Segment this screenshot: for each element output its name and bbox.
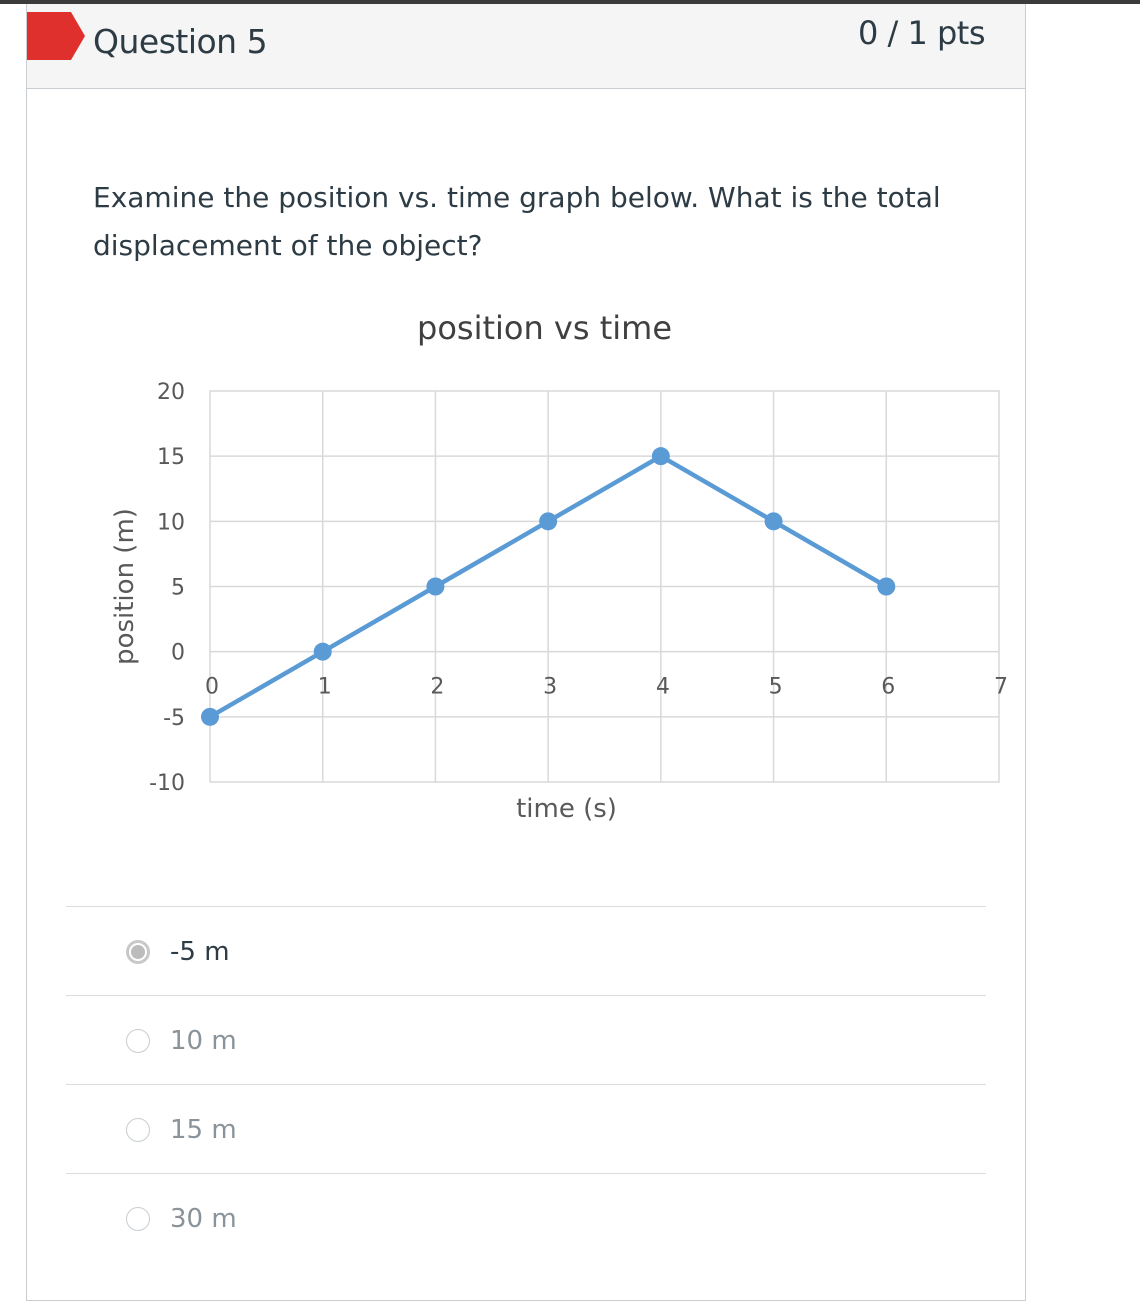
answer-option[interactable]: [66, 1173, 986, 1262]
x-tick-label: 3: [543, 674, 558, 700]
radio-button[interactable]: [126, 1118, 150, 1142]
question-header: [27, 4, 1025, 89]
y-tick-label: 0: [171, 640, 185, 666]
data-point: [201, 708, 219, 726]
x-tick-label: 1: [317, 674, 332, 700]
data-point: [652, 447, 670, 465]
data-point: [765, 512, 783, 530]
chart-container: [85, 294, 1025, 834]
data-point: [877, 578, 895, 596]
answer-label: 10 m: [170, 1026, 237, 1056]
question-text: Examine the position vs. time graph below. What is the total displacement of the object?: [93, 181, 941, 262]
question-title: Question 5: [93, 22, 268, 61]
y-tick-label: 20: [157, 380, 185, 405]
x-tick-label: 2: [430, 674, 445, 700]
data-point: [314, 643, 332, 661]
y-tick-label: -5: [163, 705, 185, 731]
y-axis-label: position (m): [110, 508, 140, 665]
data-point: [539, 512, 557, 530]
x-tick-label: 5: [768, 674, 783, 700]
radio-button[interactable]: [126, 940, 150, 964]
answer-label: -5 m: [170, 937, 230, 967]
x-tick-label: 0: [205, 674, 219, 700]
x-tick-label: 7: [994, 674, 1008, 700]
data-point: [426, 578, 444, 596]
answer-option[interactable]: [66, 995, 986, 1084]
radio-button[interactable]: [126, 1207, 150, 1231]
x-tick-label: 6: [881, 674, 896, 700]
answer-label: 15 m: [170, 1115, 237, 1145]
x-axis-label: time (s): [516, 794, 617, 824]
y-tick-label: 15: [157, 445, 185, 471]
question-points: 0 / 1 pts: [857, 14, 985, 52]
position-time-chart: [85, 294, 1025, 834]
chart-title: position vs time: [417, 309, 672, 347]
answer-label: 30 m: [170, 1204, 237, 1234]
y-tick-label: -10: [149, 771, 185, 796]
radio-button[interactable]: [126, 1029, 150, 1053]
answer-option[interactable]: [66, 906, 986, 995]
y-tick-label: 10: [157, 510, 185, 536]
answer-list: [66, 906, 986, 1262]
flag-icon[interactable]: [27, 12, 85, 60]
x-tick-label: 4: [655, 674, 670, 700]
answer-option[interactable]: [66, 1084, 986, 1173]
y-tick-label: 5: [171, 575, 185, 601]
